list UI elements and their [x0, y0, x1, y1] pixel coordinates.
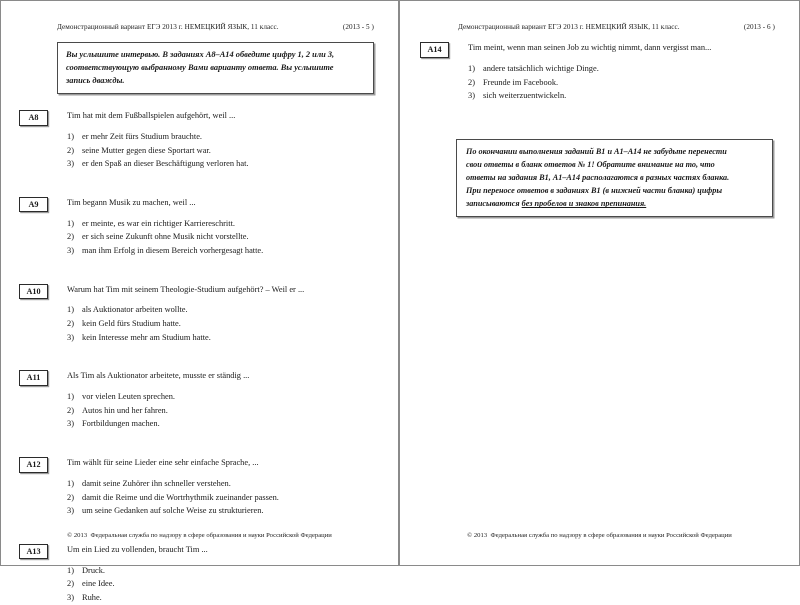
- option-number: 1): [67, 305, 74, 315]
- option-text: um seine Gedanken auf solche Weise zu strukturieren.: [82, 506, 264, 516]
- page-left: [0, 0, 399, 602]
- task-stem: Tim begann Musik zu machen, weil ...: [67, 197, 196, 207]
- option-item[interactable]: [67, 144, 380, 158]
- option-item[interactable]: [67, 217, 380, 231]
- footer-text: Федеральная служба по надзору в сфере образования и науки Российской Федерации: [490, 532, 732, 539]
- task-block: [19, 110, 380, 171]
- note-line-1: По окончании выполнения заданий В1 и A1–A14 не забудьте перенести: [466, 146, 727, 156]
- task-body: [48, 110, 380, 171]
- note-line-4: При переносе ответов в заданиях В1 (в нижней части бланка) цифры: [466, 186, 723, 196]
- note-line-5-plain: записываются: [466, 199, 522, 209]
- option-number: 2): [67, 405, 74, 415]
- task-code-badge: A11: [19, 370, 48, 386]
- task-body: [48, 370, 380, 431]
- option-text: Druck.: [82, 565, 106, 575]
- option-text: Autos hin und her fahren.: [82, 405, 168, 415]
- option-text: damit die Reime und die Wortrhythmik zueinander passen.: [82, 492, 279, 502]
- running-head-page-marker: (2013 - 5 ): [342, 23, 374, 31]
- option-text: kein Interesse mehr am Studium hatte.: [82, 332, 211, 342]
- option-item[interactable]: [67, 331, 380, 345]
- option-number: 1): [67, 478, 74, 488]
- option-number: 3): [67, 245, 74, 255]
- option-item[interactable]: [67, 230, 380, 244]
- option-item[interactable]: [67, 244, 380, 258]
- task-body: [48, 544, 380, 605]
- option-list: [67, 564, 380, 605]
- task-body: [48, 197, 380, 258]
- option-item[interactable]: [67, 564, 380, 578]
- option-text: Ruhe.: [82, 592, 102, 602]
- task-code-badge: A9: [19, 197, 48, 213]
- option-item[interactable]: [468, 76, 781, 90]
- task-stem: Tim hat mit dem Fußballspielen aufgehört, weil ...: [67, 111, 236, 121]
- option-number: 2): [67, 232, 74, 242]
- instruction-line-3: запись дважды.: [66, 76, 125, 86]
- option-text: vor vielen Leuten sprechen.: [82, 392, 176, 402]
- running-head-prefix: Демонстрационный вариант ЕГЭ 2013 г.: [458, 23, 584, 31]
- option-item[interactable]: [67, 390, 380, 404]
- option-item[interactable]: [67, 491, 380, 505]
- option-item[interactable]: [67, 417, 380, 431]
- task-stem: Tim wählt für seine Lieder eine sehr einfache Sprache, ...: [67, 458, 259, 468]
- task-body: [449, 42, 781, 103]
- option-item[interactable]: [67, 303, 380, 317]
- task-code-badge: A10: [19, 284, 48, 300]
- option-number: 1): [67, 565, 74, 575]
- running-head-right: [458, 23, 781, 31]
- option-text: er den Spaß an dieser Beschäftigung verloren hat.: [82, 159, 249, 169]
- running-head-subject: НЕМЕЦКИЙ ЯЗЫК: [184, 23, 248, 31]
- task-stem: Um ein Lied zu vollenden, braucht Tim ...: [67, 544, 208, 554]
- note-line-3: ответы на задания В1, A1–A14 располагаются в разных частях бланка.: [466, 173, 730, 182]
- page-footer-right: [400, 532, 799, 539]
- running-head-suffix: , 11 класс.: [247, 23, 279, 31]
- running-head-suffix: , 11 класс.: [648, 23, 680, 31]
- option-text: als Auktionator arbeiten wollte.: [82, 305, 188, 315]
- task-block: [19, 197, 380, 258]
- option-item[interactable]: [67, 157, 380, 171]
- option-number: 2): [67, 145, 74, 155]
- task-code-badge: A8: [19, 110, 48, 126]
- option-text: andere tatsächlich wichtige Dinge.: [483, 63, 599, 73]
- option-number: 2): [468, 77, 475, 87]
- task-block: [19, 284, 380, 345]
- instruction-line-1: Вы услышите интервью. В заданиях A8–A14 обведите цифру 1, 2 или 3,: [66, 50, 335, 59]
- copyright-mark: © 2013: [67, 532, 88, 539]
- running-head-left: [57, 23, 380, 31]
- option-number: 3): [67, 506, 74, 516]
- option-list: [67, 130, 380, 171]
- task-body: [48, 284, 380, 345]
- copyright-mark: © 2013: [467, 532, 488, 539]
- note-line-5-underlined: без пробелов и знаков препинания.: [521, 199, 647, 209]
- task-stem: Tim meint, wenn man seinen Job zu wichtig nimmt, dann vergisst man...: [468, 43, 712, 52]
- task-block: [19, 370, 380, 431]
- option-text: er mehr Zeit fürs Studium brauchte.: [82, 131, 203, 141]
- task-code-badge: A12: [19, 457, 48, 473]
- task-body: [48, 457, 380, 518]
- task-code-badge: A14: [420, 42, 449, 58]
- option-item[interactable]: [468, 62, 781, 76]
- option-list: [67, 217, 380, 258]
- transfer-answers-note-box: [456, 139, 773, 218]
- running-head-subject: НЕМЕЦКИЙ ЯЗЫК: [585, 23, 649, 31]
- option-list: [67, 303, 380, 344]
- option-text: seine Mutter gegen diese Sportart war.: [82, 145, 211, 155]
- note-line-2: свои ответы в бланк ответов № 1! Обратите внимание на то, что: [466, 159, 715, 169]
- option-number: 2): [67, 579, 74, 589]
- page-footer-left: [1, 532, 398, 539]
- option-text: Freunde im Facebook.: [483, 77, 559, 87]
- running-head-prefix: Демонстрационный вариант ЕГЭ 2013 г.: [57, 23, 183, 31]
- task-stem: Als Tim als Auktionator arbeitete, musste er ständig ...: [67, 371, 250, 381]
- task-code-badge: A13: [19, 544, 48, 560]
- option-item[interactable]: [67, 577, 380, 591]
- option-number: 3): [67, 592, 74, 602]
- option-text: damit seine Zuhörer ihn schneller verstehen.: [82, 478, 231, 488]
- running-head-page-marker: (2013 - 6 ): [743, 23, 775, 31]
- option-number: 3): [67, 332, 74, 342]
- option-item[interactable]: [67, 130, 380, 144]
- option-text: sich weiterzuentwickeln.: [483, 91, 567, 101]
- option-number: 3): [468, 91, 475, 101]
- option-number: 1): [67, 218, 74, 228]
- footer-text: Федеральная служба по надзору в сфере образования и науки Российской Федерации: [90, 532, 332, 539]
- option-item[interactable]: [67, 404, 380, 418]
- option-list: [468, 62, 781, 103]
- option-item[interactable]: [67, 477, 380, 491]
- option-item[interactable]: [67, 317, 380, 331]
- page-right: [399, 0, 800, 566]
- option-text: kein Geld fürs Studium hatte.: [82, 319, 181, 329]
- option-text: er meinte, es war ein richtiger Karriereschritt.: [82, 218, 236, 228]
- option-item[interactable]: [67, 504, 380, 518]
- instruction-box: [57, 42, 374, 94]
- option-list: [67, 390, 380, 431]
- option-list: [67, 477, 380, 518]
- option-item[interactable]: [67, 591, 380, 605]
- option-item[interactable]: [468, 89, 781, 103]
- option-number: 3): [67, 419, 74, 429]
- option-number: 1): [67, 392, 74, 402]
- task-block: [19, 544, 380, 605]
- task-block: [420, 42, 781, 103]
- option-number: 2): [67, 492, 74, 502]
- option-number: 2): [67, 319, 74, 329]
- option-text: man ihm Erfolg in diesem Bereich vorhergesagt hatte.: [82, 245, 264, 255]
- instruction-line-2: соответствующую выбранному Вами варианту ответа. Вы услышите: [66, 63, 334, 73]
- task-stem: Warum hat Tim mit seinem Theologie-Studium aufgehört? – Weil er ...: [67, 284, 305, 294]
- option-text: Fortbildungen machen.: [82, 419, 160, 429]
- option-number: 3): [67, 159, 74, 169]
- task-block: [19, 457, 380, 518]
- note-line-5: [466, 197, 763, 210]
- option-number: 1): [67, 131, 74, 141]
- option-number: 1): [468, 63, 475, 73]
- option-text: er sich seine Zukunft ohne Musik nicht vorstellte.: [82, 232, 249, 242]
- option-text: eine Idee.: [82, 579, 115, 589]
